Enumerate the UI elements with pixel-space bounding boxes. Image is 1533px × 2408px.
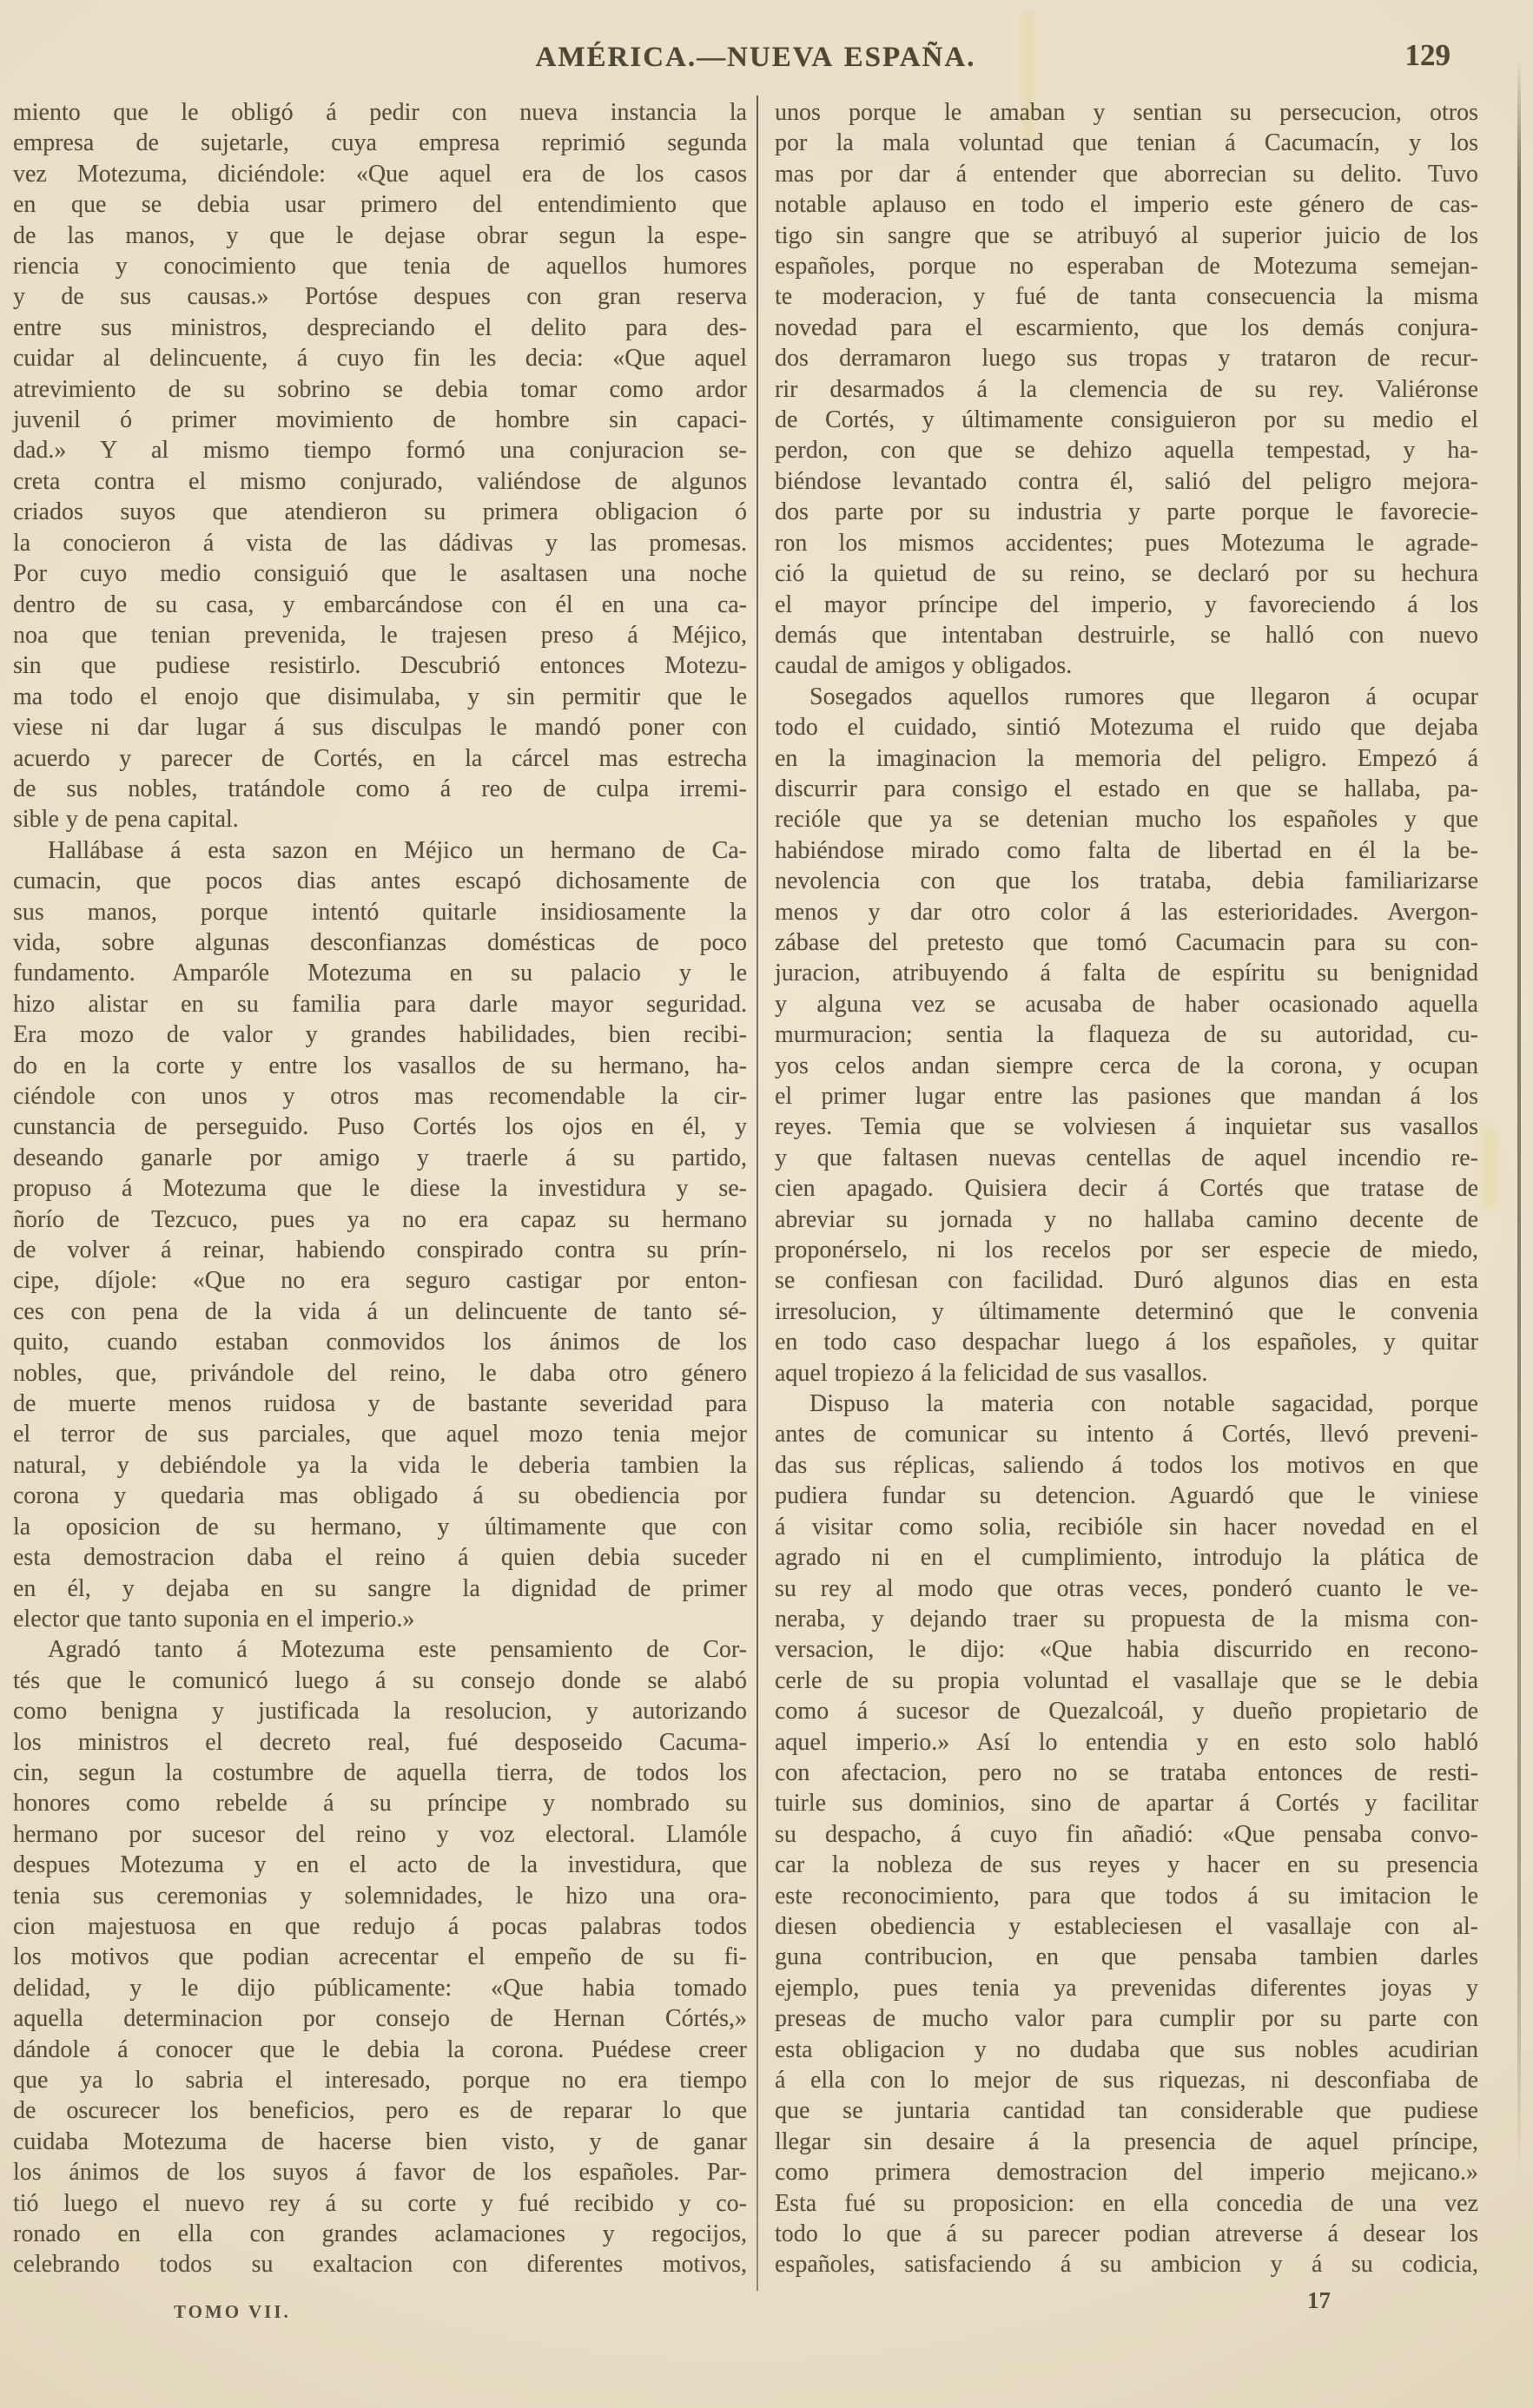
text-line: discurrir para consigo el estado en que se hallaba, pa- <box>775 775 1478 802</box>
text-line: nevolencia con que los trataba, debia familiarizarse <box>775 868 1478 895</box>
text-line: y de sus causas.» Portóse despues con gran reserva <box>13 283 747 311</box>
text-line: dos parte por su industria y parte porque le favorecie- <box>775 498 1478 526</box>
text-line: proponérselo, ni los recelos por ser especie de miedo, <box>775 1237 1478 1264</box>
text-line: por la mala voluntad que tenian á Cacumacín, y los <box>775 129 1478 157</box>
text-line: que ya lo sabria el interesado, porque no era tiempo <box>13 2067 747 2094</box>
text-line: aquel imperio.» Así lo entendia y en esto solo habló <box>775 1728 1478 1756</box>
text-line: tenia sus ceremonias y solemnidades, le hizo una ora- <box>13 1882 747 1910</box>
text-line: quito, cuando estaban conmovidos los ánimos de los <box>13 1329 747 1356</box>
text-line: como benigna y justificada la resolucion, y autorizando <box>13 1698 747 1725</box>
text-line: ron los mismos accidentes; pues Motezuma le agrade- <box>775 529 1478 557</box>
text-line: antes de comunicar su intento á Cortés, llevó preveni- <box>775 1421 1478 1448</box>
text-line: vida, sobre algunas desconfianzas domésticas de poco <box>13 928 747 956</box>
text-line: do en la corte y entre los vasallos de su hermano, ha- <box>13 1052 747 1079</box>
text-line: Esta fué su proposicion: en ella concedia de una vez <box>775 2189 1478 2217</box>
text-line: reyes. Temia que se volviesen á inquietar sus vasallos <box>775 1113 1478 1141</box>
text-line: la oposicion de su hermano, y últimamente que con <box>13 1513 747 1540</box>
text-line: que se juntaria cantidad tan considerable que pudiese <box>775 2097 1478 2125</box>
text-line: riencia y conocimiento que tenia de aquellos humores <box>13 253 747 280</box>
text-line: fundamento. Amparóle Motezuma en su palacio y le <box>13 960 747 987</box>
text-line: notable aplauso en todo el imperio este género de cas- <box>775 191 1478 219</box>
text-line: Dispuso la materia con notable sagacidad, porque <box>809 1390 1478 1418</box>
text-line: Hallábase á esta sazon en Méjico un hermano de Ca- <box>48 836 747 864</box>
text-line: de oscurecer los beneficios, pero es de reparar lo que <box>13 2097 747 2125</box>
text-line: preseas de mucho valor para cumplir por su parte con <box>775 2005 1478 2033</box>
text-line: los ánimos de los suyos á favor de los españoles. Par- <box>13 2159 747 2187</box>
text-line: dad.» Y al mismo tiempo formó una conjuracion se- <box>13 437 747 465</box>
text-line: honores como rebelde á su príncipe y nombrado su <box>13 1790 747 1818</box>
text-line: todo lo que á su parecer podian atreverse á desear los <box>775 2220 1478 2248</box>
text-line: recióle que ya se detenian mucho los españoles y que <box>775 806 1478 834</box>
left-text-column <box>13 97 747 2280</box>
text-line: atrevimiento de su sobrino se debia tomar como ardor <box>13 375 747 403</box>
text-line: juvenil ó primer movimiento de hombre sin capaci- <box>13 406 747 434</box>
text-line: con afectacion, pero no se trataba entonces de resti- <box>775 1758 1478 1786</box>
right-text-column <box>775 97 1478 2280</box>
text-line: cion majestuosa en que redujo á pocas palabras todos <box>13 1912 747 1940</box>
page-edge-shadow <box>1517 61 1521 2180</box>
text-line: su rey al modo que otras veces, ponderó cuanto le ve- <box>775 1574 1478 1602</box>
text-line: noa que tenian prevenida, le trajesen preso á Méjico, <box>13 621 747 649</box>
text-line: hermano por sucesor del reino y voz electoral. Llamóle <box>13 1820 747 1848</box>
text-line: esta demostracion daba el reino á quien debia suceder <box>13 1544 747 1572</box>
text-line: cien apagado. Quisiera decir á Cortés que tratase de <box>775 1175 1478 1203</box>
text-line: dos derramaron luego sus tropas y trataron de recur- <box>775 345 1478 373</box>
column-divider-rule <box>757 96 758 2291</box>
text-line: en todo caso despachar luego á los españoles, y quitar <box>775 1329 1478 1356</box>
page-number: 129 <box>1404 38 1450 72</box>
text-line: Agradó tanto á Motezuma este pensamiento de Cor- <box>48 1636 747 1664</box>
text-line: como primera demostracion del imperio mejicano.» <box>775 2159 1478 2187</box>
text-line: el terror de sus parciales, que aquel mozo tenia mejor <box>13 1421 747 1448</box>
text-line: en la imaginacion la memoria del peligro. Empezó á <box>775 744 1478 772</box>
text-line: en él, y dejaba en su sangre la dignidad de primer <box>13 1574 747 1602</box>
text-line: pudiera fundar su detencion. Aguardó que le viniese <box>775 1482 1478 1510</box>
text-line: guna contribucion, en que pensaba tambien darles <box>775 1943 1478 1971</box>
text-line: agrado ni en el cumplimiento, introdujo la plática de <box>775 1544 1478 1572</box>
text-line: yos celos andan siempre cerca de la corona, y ocupan <box>775 1052 1478 1079</box>
text-line: versacion, le dijo: «Que habia discurrido en recono- <box>775 1636 1478 1664</box>
text-line: rir desarmados á la clemencia de su rey. Valiéronse <box>775 375 1478 403</box>
text-line: á ella con lo mejor de sus riquezas, ni desconfiaba de <box>775 2067 1478 2094</box>
text-line: perdon, con que se dehizo aquella tempestad, y ha- <box>775 437 1478 465</box>
text-line: esta obligacion y no dudaba que sus nobles acudirian <box>775 2035 1478 2063</box>
text-line: de volver á reinar, habiendo conspirado contra su prín- <box>13 1237 747 1264</box>
text-line: cipe, díjole: «Que no era seguro castigar por enton- <box>13 1267 747 1295</box>
text-line: acuerdo y parecer de Cortés, en la cárcel mas estrecha <box>13 744 747 772</box>
text-line: y que faltasen nuevas centellas de aquel incendio re- <box>775 1144 1478 1171</box>
text-line: tigo sin sangre que se atribuyó al superior juicio de los <box>775 221 1478 249</box>
text-line: cerle de su propia voluntad el vasallaje que se le debia <box>775 1666 1478 1694</box>
text-line: elector que tanto suponia en el imperio.» <box>13 1605 415 1633</box>
text-line: aquel tropiezo á la felicidad de sus vasallos. <box>775 1359 1208 1387</box>
text-line: todo el cuidado, sintió Motezuma el ruido que dejaba <box>775 714 1478 742</box>
text-line: los ministros el decreto real, fué desposeido Cacuma- <box>13 1728 747 1756</box>
text-line: á visitar como solia, recibióle sin hacer novedad en el <box>775 1513 1478 1540</box>
text-line: deseando ganarle por amigo y traerle á su partido, <box>13 1144 747 1171</box>
text-line: unos porque le amaban y sentian su persecucion, otros <box>775 99 1478 126</box>
text-line: y alguna vez se acusaba de haber ocasionado aquella <box>775 990 1478 1018</box>
text-line: neraba, y dejando traer su propuesta de la misma con- <box>775 1605 1478 1633</box>
text-line: sus manos, porque intentó quitarle insidiosamente la <box>13 898 747 926</box>
text-line: sin que pudiese resistirlo. Descubrió entonces Motezu- <box>13 652 747 680</box>
text-line: juracion, atribuyendo á falta de espíritu su benignidad <box>775 960 1478 987</box>
text-line: mas por dar á entender que aborrecian su delito. Tuvo <box>775 160 1478 188</box>
text-line: se confiesan con facilidad. Duró algunos dias en esta <box>775 1267 1478 1295</box>
text-line: cumacin, que pocos dias antes escapó dichosamente de <box>13 868 747 895</box>
text-line: biéndose levantado contra él, salió del peligro mejora- <box>775 467 1478 495</box>
text-line: cunstancia de perseguido. Puso Cortés los ojos en él, y <box>13 1113 747 1141</box>
text-line: de Cortés, y últimamente consiguieron por su medio el <box>775 406 1478 434</box>
running-header-title: AMÉRICA.—NUEVA ESPAÑA. <box>535 42 976 73</box>
text-line: Era mozo de valor y grandes habilidades, bien recibi- <box>13 1021 747 1049</box>
text-line: hizo alistar en su familia para darle mayor seguridad. <box>13 990 747 1018</box>
text-line: nobles, que, privándole del reino, le daba otro género <box>13 1359 747 1387</box>
text-line: delidad, y le dijo públicamente: «Que habia tomado <box>13 1974 747 2002</box>
text-line: de muerte menos ruidosa y de bastante severidad para <box>13 1390 747 1418</box>
text-line: habiéndose mirado como falta de libertad en él la be- <box>775 836 1478 864</box>
text-line: Por cuyo medio consiguió que le asaltasen una noche <box>13 560 747 588</box>
text-line: celebrando todos su exaltacion con diferentes motivos, <box>13 2251 747 2279</box>
text-line: demás que intentaban destruirle, se halló con nuevo <box>775 621 1478 649</box>
text-line: el primer lugar entre las pasiones que mandan á los <box>775 1083 1478 1110</box>
text-line: menos y dar otro color á las esterioridades. Avergon- <box>775 898 1478 926</box>
text-line: cin, segun la costumbre de aquella tierra, de todos los <box>13 1758 747 1786</box>
text-line: car la nobleza de sus reyes y hacer en su presencia <box>775 1851 1478 1879</box>
text-line: Sosegados aquellos rumores que llegaron á ocupar <box>809 683 1478 710</box>
text-line: novedad para el escarmiento, que los demás conjura- <box>775 313 1478 341</box>
text-line: su despacho, á cuyo fin añadió: «Que pensaba convo- <box>775 1820 1478 1848</box>
text-line: corona y quedaria mas obligado á su obediencia por <box>13 1482 747 1510</box>
text-line: ciéndole con unos y otros mas recomendable la cir- <box>13 1083 747 1110</box>
text-line: empresa de sujetarle, cuya empresa reprimió segunda <box>13 129 747 157</box>
text-line: en que se debia usar primero del entendimiento que <box>13 191 747 219</box>
text-line: ñorío de Tezcuco, pues ya no era capaz su hermano <box>13 1205 747 1233</box>
text-line: el mayor príncipe del imperio, y favoreciendo á los <box>775 590 1478 618</box>
text-line: la conocieron á vista de las dádivas y las promesas. <box>13 529 747 557</box>
text-line: ronado en ella con grandes aclamaciones y regocijos, <box>13 2220 747 2248</box>
text-line: dentro de su casa, y embarcándose con él en una ca- <box>13 590 747 618</box>
text-line: ejemplo, pues tenia ya prevenidas diferentes joyas y <box>775 1974 1478 2002</box>
signature-number: 17 <box>1307 2287 1331 2313</box>
text-line: como á sucesor de Quezalcoál, y dueño propietario de <box>775 1698 1478 1725</box>
text-line: llegar sin desaire á la presencia de aquel príncipe, <box>775 2128 1478 2155</box>
volume-label: TOMO VII. <box>174 2301 291 2322</box>
text-line: miento que le obligó á pedir con nueva instancia la <box>13 99 747 126</box>
text-line: propuso á Motezuma que le diese la investidura y se- <box>13 1175 747 1203</box>
text-line: entre sus ministros, despreciando el delito para des- <box>13 313 747 341</box>
text-line: vez Motezuma, diciéndole: «Que aquel era de los casos <box>13 160 747 188</box>
text-line: ces con pena de la vida á un delincuente de tanto sé- <box>13 1297 747 1325</box>
text-line: te moderacion, y fué de tanta consecuencia la misma <box>775 283 1478 311</box>
text-line: diesen obediencia y estableciesen el vasallaje con al- <box>775 1912 1478 1940</box>
text-line: de las manos, y que le dejase obrar segun la espe- <box>13 221 747 249</box>
text-line: viese ni dar lugar á sus disculpas le mandó poner con <box>13 714 747 742</box>
text-line: abreviar su jornada y no hallaba camino decente de <box>775 1205 1478 1233</box>
text-line: españoles, satisfaciendo á su ambicion y á su codicia, <box>775 2251 1478 2279</box>
text-line: cuidaba Motezuma de hacerse bien visto, y de ganar <box>13 2128 747 2155</box>
paper-stain <box>1483 1129 1496 1207</box>
text-line: tió luego el nuevo rey á su corte y fué recibido y co- <box>13 2189 747 2217</box>
text-line: aquella determinacion por consejo de Hernan Córtés,» <box>13 2005 747 2033</box>
text-line: este reconocimiento, para que todos á su imitacion le <box>775 1882 1478 1910</box>
text-line: cuidar al delincuente, á cuyo fin les decia: «Que aquel <box>13 345 747 373</box>
text-line: das sus réplicas, saliendo á todos los motivos en que <box>775 1451 1478 1479</box>
text-line: murmuracion; sentia la flaqueza de su autoridad, cu- <box>775 1021 1478 1049</box>
text-line: criados suyos que atendieron su primera obligacion ó <box>13 498 747 526</box>
text-line: españoles, porque no esperaban de Motezuma semejan- <box>775 253 1478 280</box>
text-line: zábase del pretesto que tomó Cacumacin para su con- <box>775 928 1478 956</box>
text-line: tés que le comunicó luego á su consejo donde se alabó <box>13 1666 747 1694</box>
text-line: tuirle sus dominios, sino de apartar á Cortés y facilitar <box>775 1790 1478 1818</box>
text-line: sible y de pena capital. <box>13 806 239 834</box>
text-line: despues Motezuma y en el acto de la investidura, que <box>13 1851 747 1879</box>
text-line: dándole á conocer que le debia la corona. Puédese creer <box>13 2035 747 2063</box>
text-line: creta contra el mismo conjurado, valiéndose de algunos <box>13 467 747 495</box>
text-line: los motivos que podian acrecentar el empeño de su fi- <box>13 1943 747 1971</box>
text-line: natural, y debiéndole ya la vida le deberia tambien la <box>13 1451 747 1479</box>
text-line: caudal de amigos y obligados. <box>775 652 1073 680</box>
text-line: ma todo el enojo que disimulaba, y sin permitir que le <box>13 683 747 710</box>
text-line: ció la quietud de su reino, se declaró por su hechura <box>775 560 1478 588</box>
text-line: irresolucion, y últimamente determinó que le convenia <box>775 1297 1478 1325</box>
text-line: de sus nobles, tratándole como á reo de culpa irremi- <box>13 775 747 802</box>
